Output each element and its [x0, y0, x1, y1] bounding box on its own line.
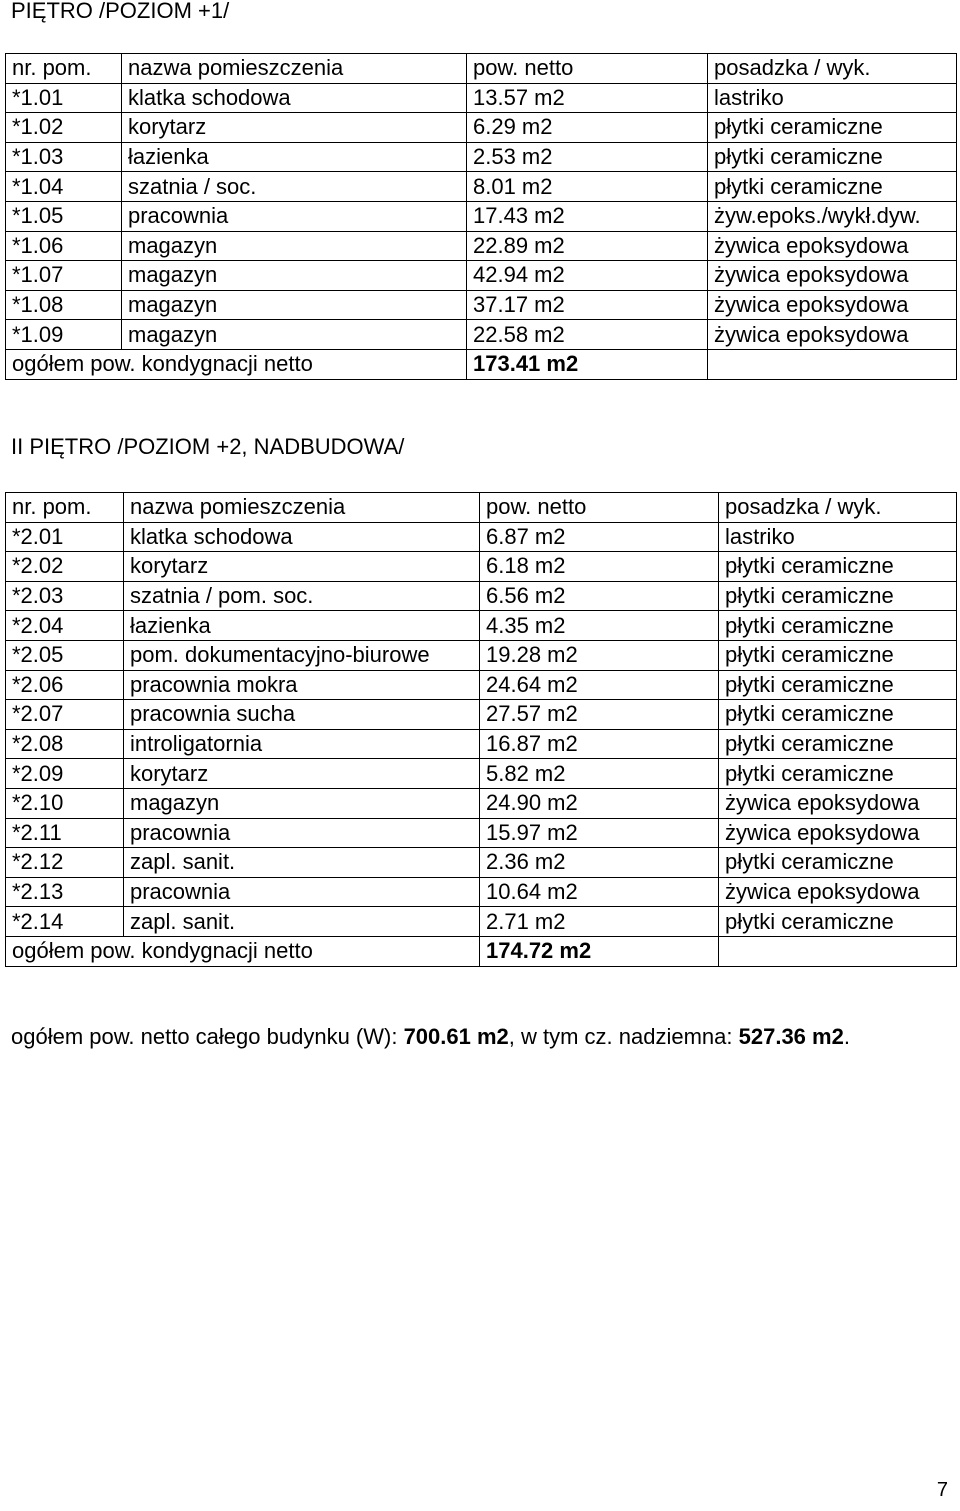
cell-room-number: *2.01 — [6, 522, 124, 552]
cell-net-area: 27.57 m2 — [480, 700, 719, 730]
floor2-rooms-table — [5, 492, 957, 967]
cell-room-name: pracownia — [124, 877, 480, 907]
cell-room-name: korytarz — [124, 759, 480, 789]
cell-net-area: 4.35 m2 — [480, 611, 719, 641]
header-floor-finish: posadzka / wyk. — [708, 54, 957, 84]
cell-room-name: magazyn — [122, 320, 467, 350]
cell-net-area: 42.94 m2 — [467, 261, 708, 291]
floor2-heading: II PIĘTRO /POZIOM +2, NADBUDOWA/ — [11, 434, 405, 459]
summary-total-net-area: 700.61 m2 — [403, 1024, 509, 1049]
header-room-name: nazwa pomieszczenia — [124, 493, 480, 523]
cell-room-name: pracownia mokra — [124, 670, 480, 700]
cell-floor-finish: lastriko — [719, 522, 957, 552]
table-row — [6, 907, 957, 937]
table-row — [6, 201, 957, 231]
cell-room-name: korytarz — [124, 552, 480, 582]
table-row — [6, 320, 957, 350]
table-header-row — [6, 54, 957, 84]
cell-net-area: 6.18 m2 — [480, 552, 719, 582]
cell-floor-finish: płytki ceramiczne — [719, 670, 957, 700]
cell-net-area: 6.56 m2 — [480, 581, 719, 611]
table-row — [6, 142, 957, 172]
cell-room-name: łazienka — [122, 142, 467, 172]
cell-net-area: 15.97 m2 — [480, 818, 719, 848]
total-label: ogółem pow. kondygnacji netto — [6, 936, 480, 966]
cell-room-number: *1.04 — [6, 172, 122, 202]
table-row — [6, 581, 957, 611]
cell-floor-finish: płytki ceramiczne — [708, 142, 957, 172]
cell-room-number: *2.05 — [6, 640, 124, 670]
cell-floor-finish: płytki ceramiczne — [719, 907, 957, 937]
cell-room-number: *2.06 — [6, 670, 124, 700]
table-row — [6, 83, 957, 113]
cell-floor-finish: żywica epoksydowa — [708, 261, 957, 291]
cell-net-area: 2.71 m2 — [480, 907, 719, 937]
cell-floor-finish: płytki ceramiczne — [708, 172, 957, 202]
cell-room-name: klatka schodowa — [122, 83, 467, 113]
cell-floor-finish: żyw.epoks./wykł.dyw. — [708, 201, 957, 231]
table-row — [6, 522, 957, 552]
header-room-number: nr. pom. — [6, 493, 124, 523]
table-row — [6, 172, 957, 202]
table-row — [6, 848, 957, 878]
cell-room-number: *1.03 — [6, 142, 122, 172]
summary-text-3: . — [843, 1024, 850, 1049]
total-empty-cell — [719, 936, 957, 966]
table-total-row — [6, 936, 957, 966]
cell-room-name: zapl. sanit. — [124, 907, 480, 937]
cell-floor-finish: lastriko — [708, 83, 957, 113]
table-row — [6, 729, 957, 759]
table-row — [6, 818, 957, 848]
table-header-row — [6, 493, 957, 523]
table-row — [6, 611, 957, 641]
cell-net-area: 22.89 m2 — [467, 231, 708, 261]
cell-room-name: introligatornia — [124, 729, 480, 759]
cell-room-name: magazyn — [124, 788, 480, 818]
total-value: 174.72 m2 — [480, 936, 719, 966]
summary-text-2: , w tym cz. nadziemna: — [508, 1024, 739, 1049]
total-value: 173.41 m2 — [467, 349, 708, 379]
cell-room-name: zapl. sanit. — [124, 848, 480, 878]
table-row — [6, 788, 957, 818]
cell-room-number: *1.05 — [6, 201, 122, 231]
cell-room-number: *2.13 — [6, 877, 124, 907]
cell-room-number: *1.01 — [6, 83, 122, 113]
cell-floor-finish: żywica epoksydowa — [719, 818, 957, 848]
cell-floor-finish: płytki ceramiczne — [719, 700, 957, 730]
cell-net-area: 24.64 m2 — [480, 670, 719, 700]
cell-net-area: 8.01 m2 — [467, 172, 708, 202]
cell-floor-finish: płytki ceramiczne — [719, 729, 957, 759]
cell-net-area: 19.28 m2 — [480, 640, 719, 670]
cell-room-name: magazyn — [122, 290, 467, 320]
table-row — [6, 670, 957, 700]
cell-room-number: *2.14 — [6, 907, 124, 937]
cell-net-area: 10.64 m2 — [480, 877, 719, 907]
cell-floor-finish: żywica epoksydowa — [708, 290, 957, 320]
cell-net-area: 37.17 m2 — [467, 290, 708, 320]
cell-room-name: korytarz — [122, 113, 467, 143]
cell-floor-finish: żywica epoksydowa — [719, 788, 957, 818]
cell-net-area: 17.43 m2 — [467, 201, 708, 231]
cell-net-area: 13.57 m2 — [467, 83, 708, 113]
table-row — [6, 261, 957, 291]
cell-floor-finish: płytki ceramiczne — [719, 552, 957, 582]
table-row — [6, 113, 957, 143]
summary-text-1: ogółem pow. netto całego budynku (W): — [11, 1024, 404, 1049]
table-row — [6, 231, 957, 261]
cell-net-area: 2.36 m2 — [480, 848, 719, 878]
table-total-row — [6, 349, 957, 379]
table-row — [6, 759, 957, 789]
cell-room-name: pom. dokumentacyjno-biurowe — [124, 640, 480, 670]
header-room-name: nazwa pomieszczenia — [122, 54, 467, 84]
cell-room-name: łazienka — [124, 611, 480, 641]
header-net-area: pow. netto — [467, 54, 708, 84]
cell-floor-finish: płytki ceramiczne — [719, 581, 957, 611]
cell-net-area: 24.90 m2 — [480, 788, 719, 818]
header-room-number: nr. pom. — [6, 54, 122, 84]
cell-room-name: szatnia / pom. soc. — [124, 581, 480, 611]
table-row — [6, 877, 957, 907]
cell-floor-finish: płytki ceramiczne — [719, 759, 957, 789]
header-net-area: pow. netto — [480, 493, 719, 523]
table-row — [6, 290, 957, 320]
cell-room-name: magazyn — [122, 261, 467, 291]
floor1-heading: PIĘTRO /POZIOM +1/ — [11, 0, 230, 23]
cell-room-number: *1.08 — [6, 290, 122, 320]
cell-room-name: pracownia — [124, 818, 480, 848]
cell-floor-finish: żywica epoksydowa — [719, 877, 957, 907]
cell-room-number: *2.03 — [6, 581, 124, 611]
cell-net-area: 6.87 m2 — [480, 522, 719, 552]
cell-floor-finish: żywica epoksydowa — [708, 320, 957, 350]
table-row — [6, 552, 957, 582]
cell-room-number: *2.09 — [6, 759, 124, 789]
cell-net-area: 16.87 m2 — [480, 729, 719, 759]
cell-room-name: klatka schodowa — [124, 522, 480, 552]
cell-room-name: szatnia / soc. — [122, 172, 467, 202]
cell-room-number: *2.12 — [6, 848, 124, 878]
cell-room-number: *2.11 — [6, 818, 124, 848]
cell-room-number: *1.02 — [6, 113, 122, 143]
cell-floor-finish: płytki ceramiczne — [719, 640, 957, 670]
cell-floor-finish: płytki ceramiczne — [708, 113, 957, 143]
cell-room-number: *1.07 — [6, 261, 122, 291]
building-summary — [11, 1021, 949, 1052]
cell-room-name: pracownia sucha — [124, 700, 480, 730]
total-empty-cell — [708, 349, 957, 379]
cell-room-number: *2.02 — [6, 552, 124, 582]
cell-net-area: 2.53 m2 — [467, 142, 708, 172]
floor1-rooms-table — [5, 53, 957, 380]
cell-floor-finish: płytki ceramiczne — [719, 848, 957, 878]
cell-room-number: *1.06 — [6, 231, 122, 261]
cell-room-number: *2.07 — [6, 700, 124, 730]
cell-floor-finish: płytki ceramiczne — [719, 611, 957, 641]
cell-room-number: *2.04 — [6, 611, 124, 641]
table-row — [6, 700, 957, 730]
total-label: ogółem pow. kondygnacji netto — [6, 349, 467, 379]
cell-room-number: *2.08 — [6, 729, 124, 759]
page-number: 7 — [936, 1479, 948, 1501]
cell-room-name: pracownia — [122, 201, 467, 231]
table-row — [6, 640, 957, 670]
cell-room-name: magazyn — [122, 231, 467, 261]
cell-room-number: *1.09 — [6, 320, 122, 350]
cell-net-area: 5.82 m2 — [480, 759, 719, 789]
cell-net-area: 22.58 m2 — [467, 320, 708, 350]
cell-net-area: 6.29 m2 — [467, 113, 708, 143]
header-floor-finish: posadzka / wyk. — [719, 493, 957, 523]
cell-floor-finish: żywica epoksydowa — [708, 231, 957, 261]
cell-room-number: *2.10 — [6, 788, 124, 818]
summary-above-ground-area: 527.36 m2 — [738, 1024, 844, 1049]
